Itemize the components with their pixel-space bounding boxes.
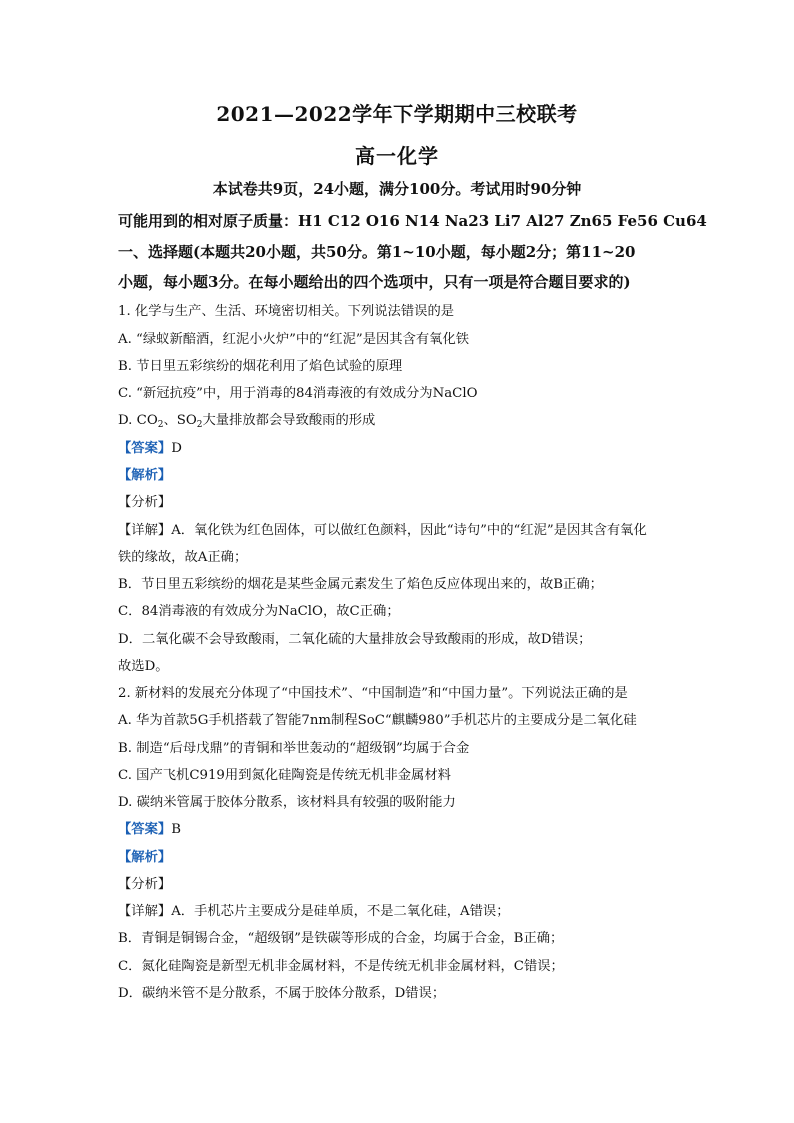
q2-answer <box>118 821 181 839</box>
q2-option-b: B. 制造“后母戊鼎”的青铜和举世轰动的“超级钢”均属于合金 <box>118 741 470 756</box>
jiexi-tag: 【解析】 <box>118 468 172 483</box>
fenxi-tag: 【分析】 <box>118 495 172 510</box>
q2-detail-d: D．碳纳米管不是分散系，不属于胶体分散系，D错误； <box>118 986 446 1001</box>
answer-value: B <box>171 822 181 837</box>
q1-detail-b: B．节日里五彩缤纷的烟花是某些金属元素发生了焰色反应体现出来的，故B正确； <box>118 577 603 592</box>
atomic-masses: 可能用到的相对原子质量：H1 C12 O16 N14 Na23 Li7 Al27 Zn65 Fe56 Cu64 <box>118 212 707 230</box>
fenxi-tag: 【分析】 <box>118 877 172 892</box>
q1-conclusion: 故选D。 <box>118 659 169 674</box>
detail-tag: 【详解】 <box>118 904 172 919</box>
section-heading-line2: 小题，每小题3分。在每小题给出的四个选项中，只有一项是符合题目要求的) <box>118 273 631 291</box>
section-heading-line1: 一、选择题(本题共20小题，共50分。第1~10小题，每小题2分；第11~20 <box>118 243 636 261</box>
q1-option-b: B. 节日里五彩缤纷的烟花利用了焰色试验的原理 <box>118 359 403 374</box>
q2-detail-a: 【详解】A．手机芯片主要成分是硅单质，不是二氧化硅，A错误； <box>118 904 510 919</box>
q2-fenxi <box>118 876 171 894</box>
q1-option-a: A. “绿蚁新醅酒，红泥小火炉”中的“红泥”是因其含有氧化铁 <box>118 332 470 347</box>
answer-tag: 【答案】 <box>118 822 172 837</box>
q2-option-c: C. 国产飞机C919用到氮化硅陶瓷是传统无机非金属材料 <box>118 768 451 783</box>
q1-option-c: C. “新冠抗疫”中，用于消毒的84消毒液的有效成分为NaClO <box>118 386 478 401</box>
exam-title: 2021—2022学年下学期期中三校联考 <box>216 102 578 126</box>
answer-tag: 【答案】 <box>118 441 172 456</box>
q1-jiexi <box>118 467 171 485</box>
q2-jiexi <box>118 849 171 867</box>
jiexi-tag: 【解析】 <box>118 850 172 865</box>
q2-option-a: A. 华为首款5G手机搭载了智能7nm制程SoC“麒麟980”手机芯片的主要成分是二氧化硅 <box>118 713 637 728</box>
q1-stem: 1. 化学与生产、生活、环境密切相关。下列说法错误的是 <box>118 304 455 319</box>
q1-detail-d: D．二氧化碳不会导致酸雨，二氧化硫的大量排放会导致酸雨的形成，故D错误； <box>118 632 592 647</box>
answer-value: D <box>171 441 182 456</box>
q1-answer <box>118 440 182 458</box>
detail-tag: 【详解】 <box>118 523 172 538</box>
q2-detail-c: C．氮化硅陶瓷是新型无机非金属材料，不是传统无机非金属材料，C错误； <box>118 959 564 974</box>
subject-title: 高一化学 <box>355 144 439 168</box>
q2-option-d: D. 碳纳米管属于胶体分散系，该材料具有较强的吸附能力 <box>118 795 456 810</box>
q2-stem: 2. 新材料的发展充分体现了“中国技术”、“中国制造”和“中国力量”。下列说法正确的是 <box>118 686 628 701</box>
exam-info: 本试卷共9页，24小题，满分100分。考试用时90分钟 <box>212 180 582 198</box>
q1-detail-a: 【详解】A．氧化铁为红色固体，可以做红色颜料，因此“诗句”中的“红泥”是因其含有氧化 <box>118 523 647 538</box>
q1-detail-c: C．84消毒液的有效成分为NaClO，故C正确； <box>118 604 400 619</box>
q1-option-d: D. $CO_2$、$SO_2$大量排放都会导致酸雨的形成 <box>118 413 376 430</box>
q2-detail-b: B．青铜是铜锡合金，“超级钢”是铁碳等形成的合金，均属于合金，B正确； <box>118 931 564 946</box>
q1-fenxi <box>118 494 171 512</box>
q1-detail-a-cont: 铁的缘故，故A正确； <box>118 550 248 565</box>
